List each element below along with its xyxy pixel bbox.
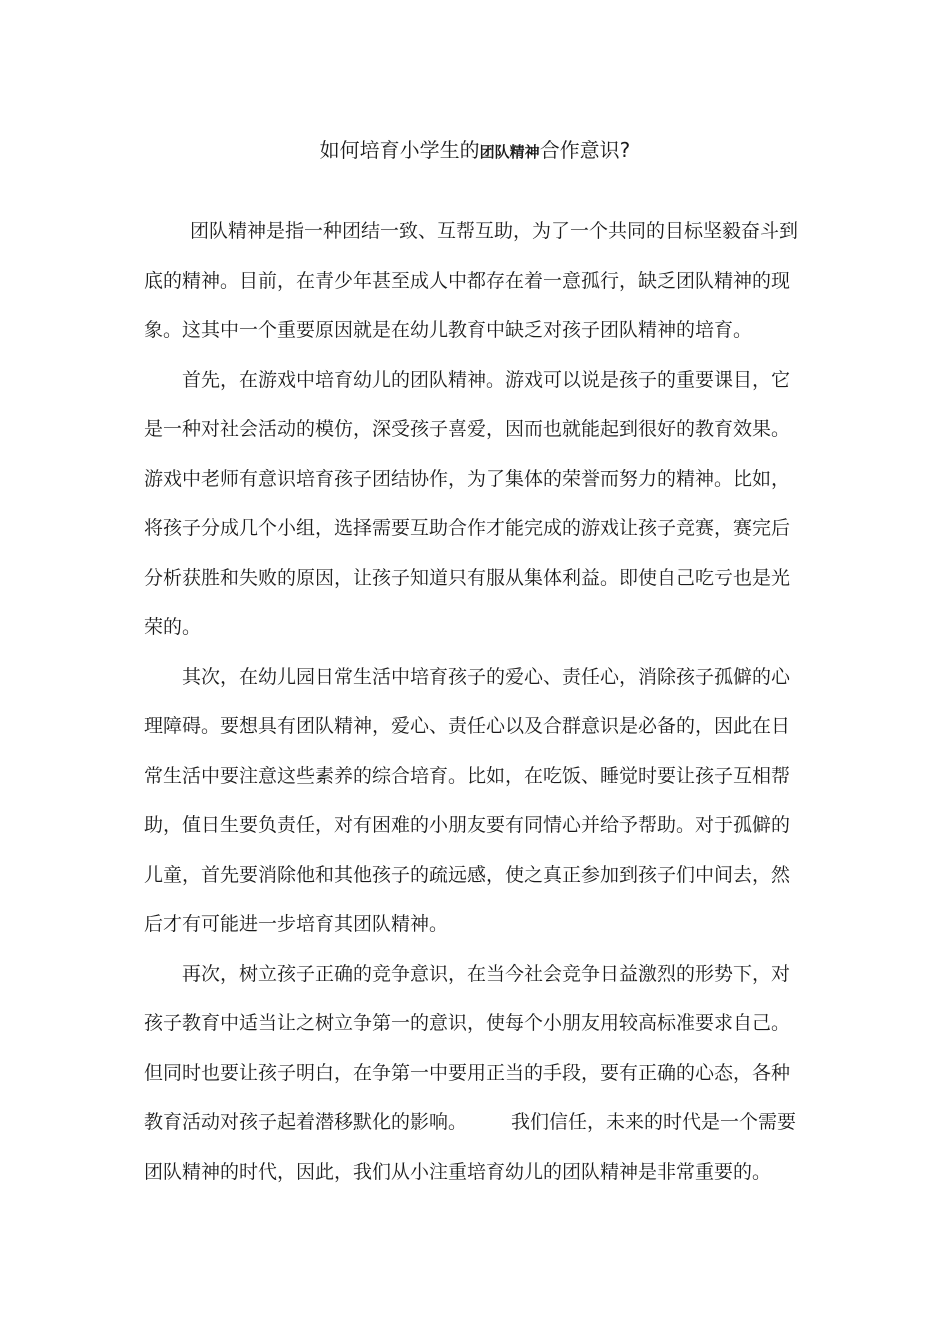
paragraph-line: 理障碍。要想具有团队精神，爱心、责任心以及合群意识是必备的，因此在日	[144, 715, 791, 737]
title-part-1: 如何培育小学生的	[319, 138, 480, 162]
title-part-3: 合作意识?	[539, 138, 631, 162]
paragraph-line: 象。这其中一个重要原因就是在幼儿教育中缺乏对孩子团队精神的培育。	[144, 319, 753, 341]
paragraph-line: 是一种对社会活动的模仿，深受孩子喜爱，因而也就能起到很好的教育效果。	[144, 418, 791, 440]
paragraph-line: 首先，在游戏中培育幼儿的团队精神。游戏可以说是孩子的重要课目，它	[182, 368, 791, 391]
paragraph-line: 底的精神。目前，在青少年甚至成人中都存在着一意孤行，缺乏团队精神的现	[144, 269, 791, 292]
paragraph-line: 但同时也要让孩子明白，在争第一中要用正当的手段，要有正确的心态，各种	[144, 1061, 791, 1084]
title-part-2: 团队精神	[479, 143, 540, 161]
paragraph-line: 其次，在幼儿园日常生活中培育孩子的爱心、责任心，消除孩子孤僻的心	[182, 665, 791, 688]
paragraph-line: 分析获胜和失败的原因，让孩子知道只有服从集体利益。即使自己吃亏也是光	[144, 566, 791, 589]
paragraph-line: 游戏中老师有意识培育孩子团结协作，为了集体的荣誉而努力的精神。比如，	[144, 467, 791, 490]
paragraph-line: 常生活中要注意这些素养的综合培育。比如，在吃饭、睡觉时要让孩子互相帮	[144, 764, 791, 787]
paragraph-line: 荣的。	[144, 616, 202, 638]
document-title	[0, 134, 950, 168]
paragraph-line: 助，值日生要负责任，对有困难的小朋友要有同情心并给予帮助。对于孤僻的	[144, 814, 791, 836]
paragraph-line: 孩子教育中适当让之树立争第一的意识，使每个小朋友用较高标准要求自己。	[144, 1012, 791, 1034]
paragraph-line: 团队精神是指一种团结一致、互帮互助，为了一个共同的目标坚毅奋斗到	[190, 220, 799, 242]
document-body	[144, 207, 806, 1197]
paragraph-line: 后才有可能进一步培育其团队精神。	[144, 913, 449, 935]
paragraph-line: 儿童，首先要消除他和其他孩子的疏远感，使之真正参加到孩子们中间去，然	[144, 863, 791, 886]
paragraph-text: 教育活动对孩子起着潜移默化的影响。	[144, 1111, 468, 1133]
inline-continuation-text: 我们信任，未来的时代是一个需要	[511, 1111, 797, 1133]
paragraph-line: 团队精神的时代，因此，我们从小注重培育幼儿的团队精神是非常重要的。	[144, 1160, 772, 1183]
paragraph-line-with-continuation	[144, 1098, 806, 1148]
paragraph-line: 将孩子分成几个小组，选择需要互助合作才能完成的游戏让孩子竞赛，赛完后	[144, 517, 791, 539]
paragraph-line: 再次，树立孩子正确的竞争意识，在当今社会竞争日益激烈的形势下，对	[182, 962, 791, 985]
